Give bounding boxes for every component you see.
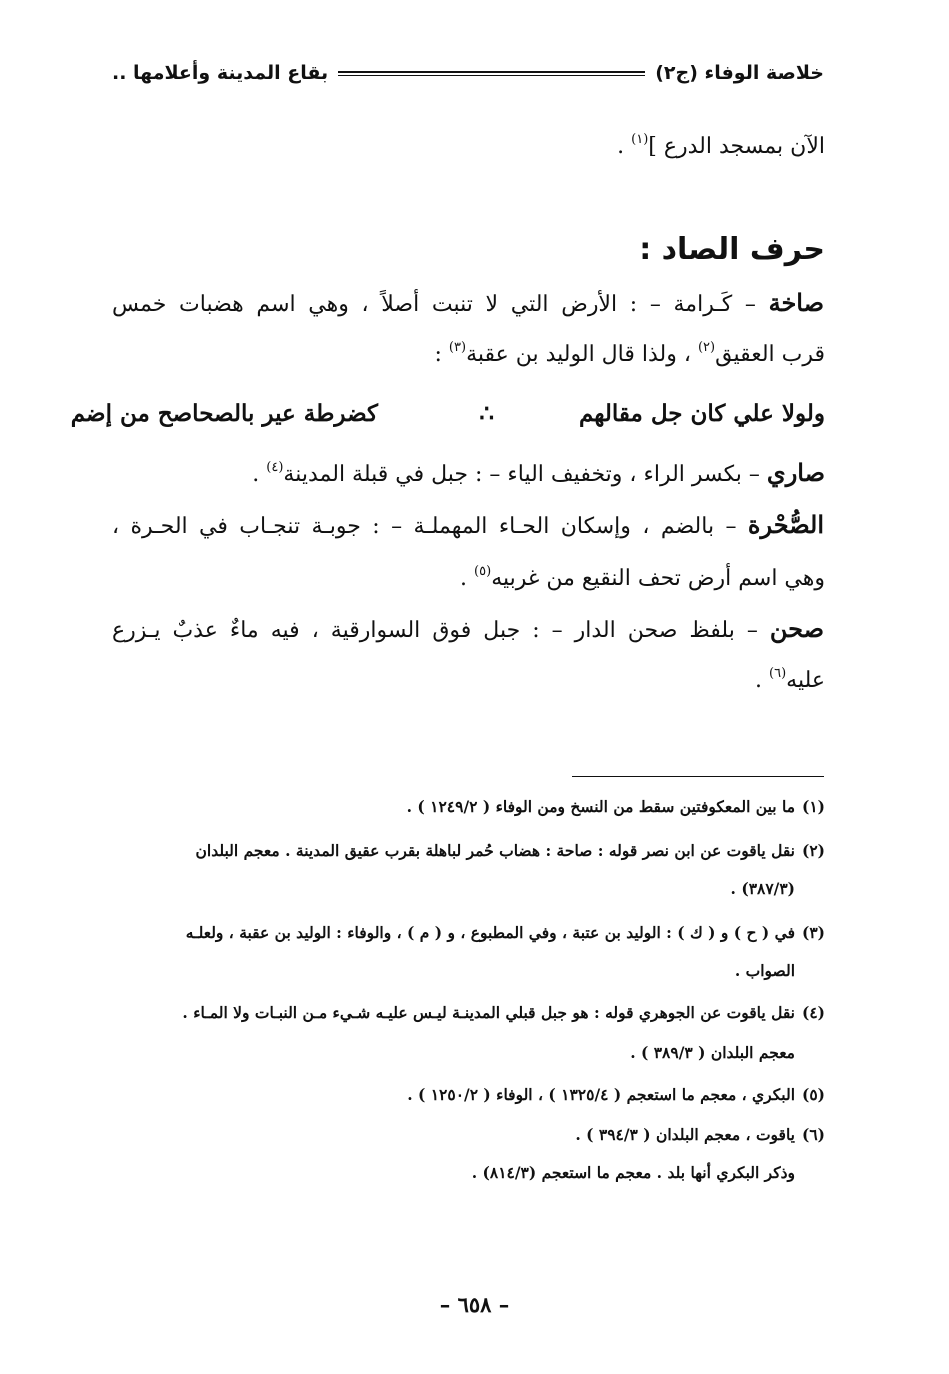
entry-term-sakha: صاخة — [768, 288, 824, 317]
footnote-4 — [182, 1002, 825, 1024]
footnote-text: (٣٨٧/٣) . — [730, 879, 795, 898]
entry-suhra-line2 — [460, 564, 825, 597]
footnote-number: (٢) — [801, 841, 825, 860]
footnote-number: (٦) — [801, 1125, 825, 1144]
entry-sahn-end: . — [755, 668, 770, 693]
entry-sakha-text-c: : — [434, 342, 449, 367]
running-header — [112, 58, 824, 88]
footnote-text: وذكر البكري أنها بلد . معجم ما استعجم (٨١٤/٣) . — [471, 1163, 795, 1182]
footnote-4-continued — [630, 1042, 795, 1064]
entry-sari-end: . — [252, 462, 267, 487]
footnote-ref-4: (٤) — [266, 460, 284, 475]
footnote-6-continued — [472, 1162, 795, 1184]
header-section-title: بقاع المدينة وأعلامها .. — [112, 62, 329, 84]
verse-hemistich-1: ولولا علي كان جل مقالهم — [578, 400, 825, 427]
carryover-text: الآن بمسجد الدرع ] — [648, 134, 825, 159]
footnote-3-continued — [735, 960, 795, 982]
footnote-text: ياقوت ، معجم البلدان ( ٣٩٤/٣ ) . — [575, 1125, 795, 1144]
footnote-text: نقل ياقوت عن الجوهري قوله : هو جبل قبلي المدينـة ليـس عليـه شـيء مـن النبـات ولا المـاء . — [182, 1003, 795, 1022]
header-rule — [338, 71, 645, 76]
entry-term-sari: صاري — [766, 458, 825, 487]
entry-sahn-text: عليه — [786, 668, 825, 693]
header-book-title: خلاصة الوفاء (ج٢) — [655, 62, 824, 84]
verse-separator: ∴ — [479, 400, 494, 427]
footnote-2 — [196, 840, 825, 862]
section-heading-text: حرف الصاد : — [639, 232, 825, 267]
footnote-separator — [572, 776, 824, 777]
footnote-ref-5: (٥) — [474, 564, 492, 579]
entry-sakha-text-a: قرب العقيق — [715, 342, 825, 367]
footnote-ref-2: (٢) — [697, 340, 716, 355]
carryover-line — [617, 132, 825, 165]
footnote-2-continued — [731, 878, 795, 900]
footnote-ref-1: (١) — [631, 132, 649, 147]
entry-sari-definition: – بكسر الراء ، وتخفيف الياء – : جبل في قبلة المدينة — [283, 462, 767, 487]
carryover-end: . — [617, 134, 632, 159]
footnote-5 — [407, 1084, 825, 1106]
entry-suhra-definition: – بالضم ، وإسكان الحـاء المهملـة – : جوبـة تنجـاب في الحـرة ، — [112, 514, 748, 539]
entry-sakha-text-b: ، ولذا قال الوليد بن عقبة — [466, 342, 698, 367]
entry-term-sahn: صحن — [769, 614, 824, 643]
entry-suhra-text: وهي اسم أرض تحف النقيع من غربيه — [491, 566, 825, 591]
footnote-6 — [575, 1124, 825, 1146]
entry-sahn-line1 — [112, 614, 824, 646]
entry-sakha-definition: – كَـرامة – : الأرض التي لا تنبت أصلاً ، وهي اسم هضبات خمس — [112, 292, 769, 317]
entry-term-suhra: الصُّحْرة — [747, 510, 824, 539]
footnote-text: نقل ياقوت عن ابن نصر قوله : صاحة : هضاب حُمر لباهلة بقرب عقيق المدينة . معجم البلدان — [195, 841, 795, 860]
footnote-text: ما بين المعكوفتين سقط من النسخ ومن الوفاء ( ١٢٤٩/٢ ) . — [406, 797, 795, 816]
entry-sari — [252, 458, 825, 493]
entry-sakha-line2 — [435, 340, 825, 373]
entry-sahn-line2 — [755, 666, 825, 699]
page-number: – ٦٥٨ – — [439, 1292, 510, 1317]
footnote-1 — [407, 796, 825, 818]
entry-sahn-definition: – بلفظ صحن الدار – : جبل فوق السوارقية ، فيه ماءٌ عذبٌ يـزرع — [112, 618, 770, 643]
footnote-text: البكري ، معجم ما استعجم ( ١٣٢٥/٤ ) ، الوفاء ( ١٢٥٠/٢ ) . — [407, 1085, 795, 1104]
footnote-text: الصواب . — [734, 961, 795, 980]
footnote-number: (٣) — [801, 923, 825, 942]
entry-sakha-line1 — [112, 288, 824, 320]
footnote-number: (٤) — [801, 1003, 825, 1022]
footnote-number: (١) — [801, 797, 825, 816]
footnote-text: معجم البلدان ( ٣٨٩/٣ ) . — [630, 1043, 795, 1062]
footnote-ref-6: (٦) — [769, 666, 787, 681]
footnote-3 — [186, 922, 825, 944]
entry-suhra-end: . — [460, 566, 475, 591]
footnote-text: في ( ح ) و ( ك ) : الوليد بن عتبة ، وفي المطبوع ، و ( م ) ، والوفاء : الوليد بن عقبة ، ولعلـه — [185, 923, 795, 942]
footnote-ref-3: (٣) — [448, 340, 467, 355]
entry-suhra-line1 — [112, 510, 824, 542]
footnote-number: (٥) — [801, 1085, 825, 1104]
section-heading — [639, 230, 825, 273]
verse-hemistich-2: كضرطة عير بالصحاصح من إضم — [70, 400, 378, 427]
